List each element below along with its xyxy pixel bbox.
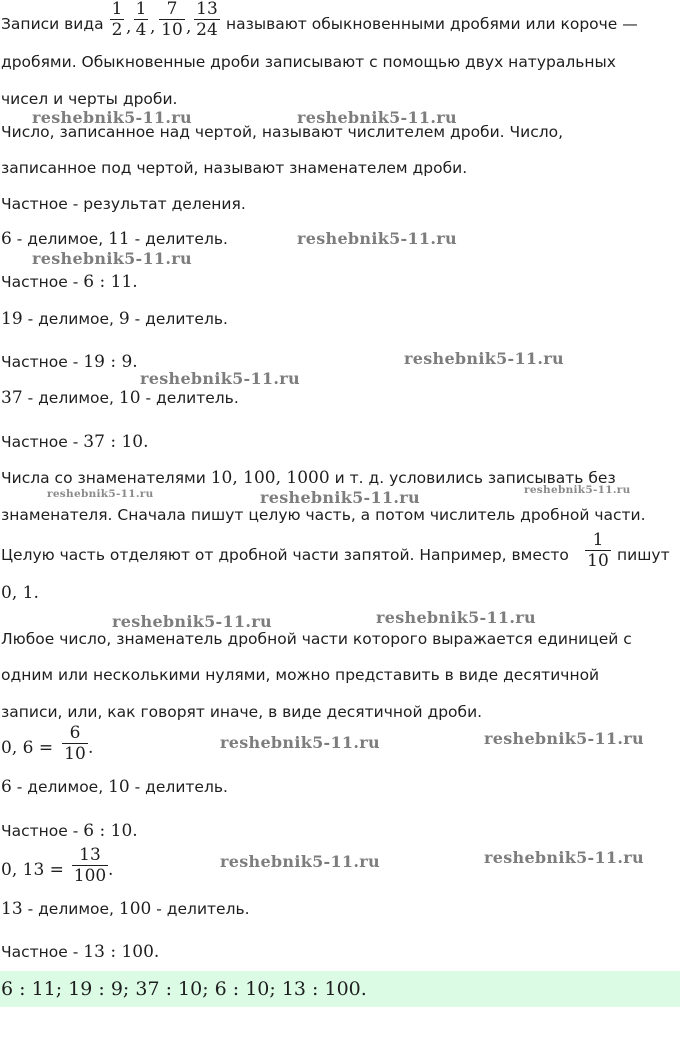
divisor-label: - делитель.	[129, 230, 228, 248]
divisor-label: - делитель.	[129, 778, 228, 796]
denominator: 10	[64, 744, 86, 764]
dividend-label: - делимое,	[22, 900, 119, 918]
fraction	[62, 723, 88, 764]
conversion-2-lhs: 0, 13 =	[1, 860, 64, 880]
conversion-2-dividend-divisor	[1, 899, 250, 919]
quotient-value: 6 : 11.	[83, 272, 138, 292]
divisor-label: - делитель.	[151, 900, 250, 918]
quotient-definition: Частное - результат деления.	[1, 195, 246, 213]
watermark: reshebnik5-11.ru	[32, 108, 192, 127]
watermark: reshebnik5-11.ru	[220, 852, 380, 871]
watermark: reshebnik5-11.ru	[484, 848, 644, 867]
decimal-example: 0, 1.	[1, 583, 39, 603]
watermark: reshebnik5-11.ru	[260, 488, 420, 507]
period: .	[108, 860, 114, 880]
decimal-sentence-6: одним или несколькими нулями, можно представить в виде десятичной	[1, 666, 600, 684]
conversion-2-quotient	[1, 942, 159, 962]
decimal-s3-post: пишут	[617, 546, 670, 564]
watermark: reshebnik5-11.ru	[220, 733, 380, 752]
watermark: reshebnik5-11.ru	[404, 349, 564, 368]
definition-line-2: записанное под чертой, называют знаменателем дроби.	[1, 159, 468, 177]
watermark: reshebnik5-11.ru	[47, 488, 154, 500]
watermark: reshebnik5-11.ru	[524, 484, 631, 496]
numerator: 6	[69, 723, 81, 743]
example-1-quotient	[1, 272, 138, 292]
divisor-label: - делитель.	[140, 389, 239, 407]
definition-line-1: Число, записанное над чертой, называют числителем дроби. Число,	[1, 123, 564, 141]
quotient-value: 6 : 10.	[83, 821, 138, 841]
quotient-value: 13 : 100.	[83, 942, 160, 962]
divisor-label: - делитель.	[129, 310, 228, 328]
answer-box	[0, 971, 680, 1007]
quotient-label: Частное -	[1, 822, 84, 840]
watermark: reshebnik5-11.ru	[297, 229, 457, 248]
example-2-quotient	[1, 352, 138, 372]
watermark: reshebnik5-11.ru	[32, 249, 192, 268]
quotient-label: Частное -	[1, 943, 84, 961]
intro-suffix: называют обыкновенными дробями или короче —	[226, 15, 638, 33]
fraction	[194, 0, 220, 40]
dividend-label: - делимое,	[11, 778, 109, 796]
comma: ,	[150, 17, 156, 37]
example-2-dividend-divisor	[1, 309, 228, 329]
watermark: reshebnik5-11.ru	[376, 608, 536, 627]
quotient-label: Частное -	[1, 433, 84, 451]
decimal-s1-math: 10, 100, 1000	[210, 468, 330, 488]
dividend-value: 6	[1, 229, 12, 249]
decimal-s1-post: и т. д. условились записывать без	[329, 469, 616, 487]
example-3-dividend-divisor	[1, 388, 239, 408]
decimal-sentence-3: Целую часть отделяют от дробной части запятой. Например, вместо	[1, 546, 569, 564]
watermark: reshebnik5-11.ru	[140, 369, 300, 388]
divisor-value: 10	[118, 388, 141, 408]
watermark: reshebnik5-11.ru	[297, 108, 457, 127]
divisor-value: 10	[108, 777, 130, 797]
decimal-s1-pre: Числа со знаменателями	[1, 469, 211, 487]
fraction	[110, 0, 124, 40]
intro-line-2: дробями. Обыкновенные дроби записывают с помощью двух натуральных	[1, 53, 616, 71]
quotient-value: 19 : 9.	[83, 352, 138, 372]
numerator: 1	[135, 0, 147, 19]
numerator: 13	[196, 0, 218, 19]
fraction	[159, 0, 185, 40]
intro-prefix: Записи вида	[1, 15, 104, 33]
comma: ,	[126, 17, 132, 37]
intro-line-3: чисел и черты дроби.	[1, 90, 178, 108]
conversion-1-dividend-divisor	[1, 777, 228, 797]
conversion-1-lhs: 0, 6 =	[1, 738, 54, 758]
dividend-label: - делимое,	[22, 389, 119, 407]
watermark: reshebnik5-11.ru	[484, 729, 644, 748]
dividend-label: - делимое,	[22, 310, 119, 328]
denominator: 4	[135, 20, 147, 40]
dividend-value: 6	[1, 777, 12, 797]
denominator: 24	[196, 20, 218, 40]
denominator: 2	[111, 20, 123, 40]
divisor-value: 100	[118, 899, 152, 919]
comma: ,	[186, 17, 192, 37]
dividend-value: 19	[1, 309, 23, 329]
conversion-1-quotient	[1, 821, 138, 841]
fraction	[72, 845, 108, 886]
answer-text: 6 : 11; 19 : 9; 37 : 10; 6 : 10; 13 : 100.	[1, 978, 367, 1000]
numerator: 7	[166, 0, 178, 19]
quotient-label: Частное -	[1, 273, 84, 291]
denominator: 10	[161, 20, 183, 40]
decimal-sentence-5: Любое число, знаменатель дробной части которого выражается единицей с	[1, 630, 632, 648]
numerator: 1	[111, 0, 123, 19]
numerator: 13	[79, 845, 101, 865]
quotient-value: 37 : 10.	[83, 432, 149, 452]
fraction	[134, 0, 148, 40]
divisor-value: 9	[118, 309, 130, 329]
dividend-label: - делимое,	[11, 230, 109, 248]
dividend-value: 37	[1, 388, 23, 408]
denominator: 10	[587, 551, 609, 571]
numerator: 1	[592, 530, 604, 550]
period: .	[88, 738, 94, 758]
denominator: 100	[73, 866, 107, 886]
watermark: reshebnik5-11.ru	[112, 612, 272, 631]
example-3-quotient	[1, 432, 148, 452]
decimal-sentence-2: знаменателя. Сначала пишут целую часть, а потом числитель дробной части.	[1, 506, 646, 524]
divisor-value: 11	[108, 229, 130, 249]
fraction	[585, 530, 611, 571]
quotient-label: Частное -	[1, 353, 84, 371]
example-1-dividend-divisor	[1, 229, 228, 249]
decimal-sentence-7: записи, или, как говорят иначе, в виде десятичной дроби.	[1, 703, 483, 721]
dividend-value: 13	[1, 899, 23, 919]
